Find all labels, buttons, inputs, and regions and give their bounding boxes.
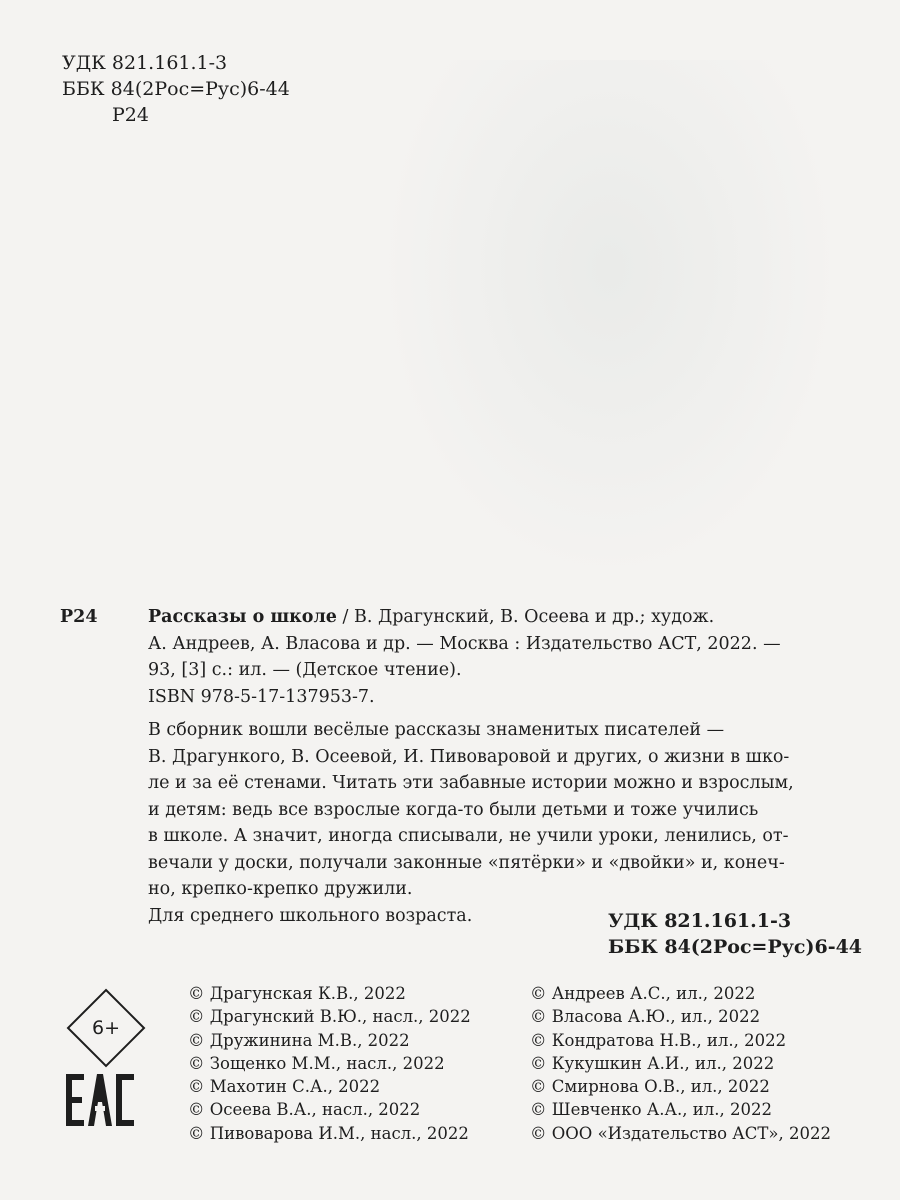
catalog-line-1 <box>148 604 714 631</box>
catalog-responsibility: / В. Драгунский, В. Осеева и др.; худож. <box>336 607 715 627</box>
copyright-line: © Драгунская К.В., 2022 <box>188 984 406 1003</box>
copyright-line: © Смирнова О.В., ил., 2022 <box>530 1077 770 1097</box>
index-bbk: ББК 84(2Рос=Рус)6-44 <box>608 936 863 958</box>
annotation-line: и детям: ведь все взрослые когда-то были детьми и тоже учились <box>148 799 759 820</box>
header-bbk: ББК 84(2Рос=Рус)6-44 <box>62 78 290 100</box>
copyright-line: © Кукушкин А.И., ил., 2022 <box>530 1053 775 1073</box>
copyright-line: © Дружинина М.В., 2022 <box>188 1030 410 1050</box>
copyright-line: © Зощенко М.М., насл., 2022 <box>188 1053 445 1073</box>
annotation-line: вечали у доски, получали законные «пятёрки» и «двойки» и, конеч- <box>148 852 785 873</box>
annotation-line: В сборник вошли весёлые рассказы знаменитых писателей — <box>148 720 725 740</box>
copyrights-left-column <box>188 982 471 1145</box>
catalog-code: Р24 <box>60 607 98 627</box>
copyright-line: © Осеева В.А., насл., 2022 <box>188 1100 421 1120</box>
annotation-line: В. Драгункого, В. Осеевой, И. Пивоваровой и других, о жизни в шко- <box>148 746 790 767</box>
catalog-line-2: А. Андреев, А. Власова и др. — Москва : Издательство АСТ, 2022. — <box>148 633 781 654</box>
age-rating-text: 6+ <box>91 1017 120 1039</box>
copyright-line: © Драгунский В.Ю., насл., 2022 <box>188 1007 471 1027</box>
copyright-line: © Шевченко А.А., ил., 2022 <box>530 1100 772 1120</box>
header-author-sign: Р24 <box>112 104 149 126</box>
copyright-line: © Кондратова Н.В., ил., 2022 <box>530 1030 787 1050</box>
age-group-text: Для среднего школьного возраста. <box>148 905 473 926</box>
annotation-line: но, крепко-крепко дружили. <box>148 879 413 899</box>
isbn: ISBN 978-5-17-137953-7. <box>148 687 375 707</box>
annotation-line: ле и за её стенами. Читать эти забавные истории можно и взрослым, <box>148 773 794 793</box>
copyright-line: © Андреев А.С., ил., 2022 <box>530 984 756 1003</box>
index-udk: УДК 821.161.1-3 <box>608 910 792 932</box>
copyright-line: © Махотин С.А., 2022 <box>188 1077 381 1097</box>
background-illustration-fade <box>380 60 840 580</box>
copyrights-right-column <box>530 982 831 1145</box>
catalog-line-3: 93, [3] с.: ил. — (Детское чтение). <box>148 660 462 680</box>
copyright-line: © ООО «Издательство АСТ», 2022 <box>530 1123 831 1143</box>
annotation-line: в школе. А значит, иногда списывали, не учили уроки, ленились, от- <box>148 826 789 846</box>
book-title: Рассказы о школе <box>148 607 337 627</box>
eac-certification-icon <box>64 1072 136 1128</box>
copyright-line: © Пивоварова И.М., насл., 2022 <box>188 1123 469 1143</box>
header-udk: УДК 821.161.1-3 <box>62 52 228 74</box>
copyright-line: © Власова А.Ю., ил., 2022 <box>530 1007 761 1027</box>
